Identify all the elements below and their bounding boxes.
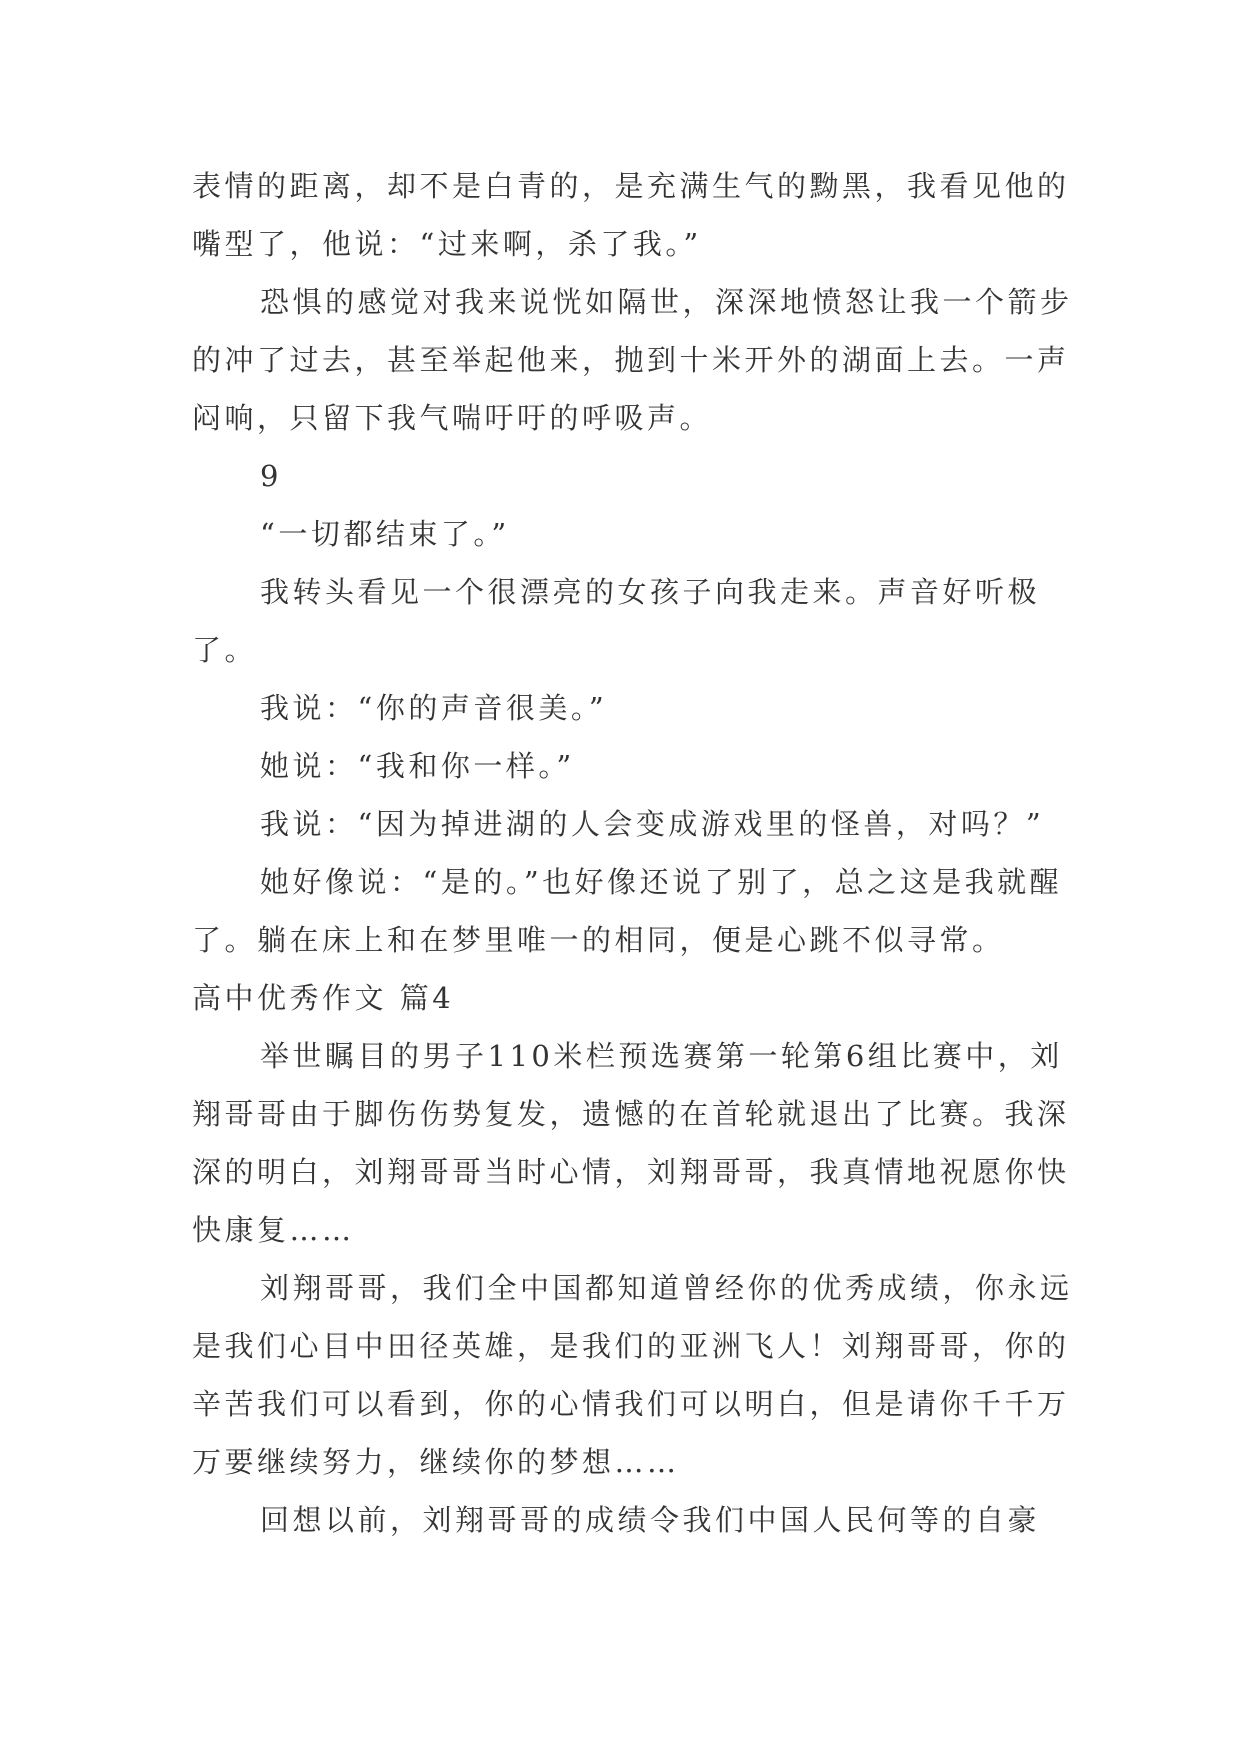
paragraph-5: 我说：“你的声音很美。” bbox=[260, 691, 608, 725]
paragraph-3: “一切都结束了。” bbox=[260, 517, 510, 551]
paragraph-11: 回想以前，刘翔哥哥的成绩令我们中国人民何等的自豪 bbox=[260, 1503, 1041, 1537]
paragraph-1: 表情的距离，却不是白青的，是充满生气的黝黑，我看见他的嘴型了，他说：“过来啊，杀了我。” bbox=[192, 169, 1070, 261]
paragraph-4: 我转头看见一个很漂亮的女孩子向我走来。声音好听极了。 bbox=[192, 575, 1041, 667]
paragraph-10: 刘翔哥哥，我们全中国都知道曾经你的优秀成绩，你永远是我们心目中田径英雄，是我们的亚洲飞人！刘翔哥哥，你的辛苦我们可以看到，你的心情我们可以明白，但是请你千千万万要继续努力，继续你的梦想…… bbox=[192, 1271, 1073, 1479]
paragraph-2: 恐惧的感觉对我来说恍如隔世，深深地愤怒让我一个箭步的冲了过去，甚至举起他来，抛到十米开外的湖面上去。一声闷响，只留下我气喘吁吁的呼吸声。 bbox=[192, 285, 1073, 435]
section-number: 9 bbox=[260, 459, 282, 493]
essay-heading: 高中优秀作文 篇4 bbox=[192, 981, 455, 1015]
paragraph-6: 她说：“我和你一样。” bbox=[260, 749, 575, 783]
document-body bbox=[192, 157, 1082, 1549]
paragraph-9: 举世瞩目的男子110米栏预选赛第一轮第6组比赛中，刘翔哥哥由于脚伤伤势复发，遗憾的在首轮就退出了比赛。我深深的明白，刘翔哥哥当时心情，刘翔哥哥，我真情地祝愿你快快康复…… bbox=[192, 1039, 1070, 1247]
paragraph-8: 她好像说：“是的。”也好像还说了别了，总之这是我就醒了。躺在床上和在梦里唯一的相同，便是心跳不似寻常。 bbox=[192, 865, 1063, 957]
paragraph-7: 我说：“因为掉进湖的人会变成游戏里的怪兽，对吗？” bbox=[260, 807, 1045, 841]
